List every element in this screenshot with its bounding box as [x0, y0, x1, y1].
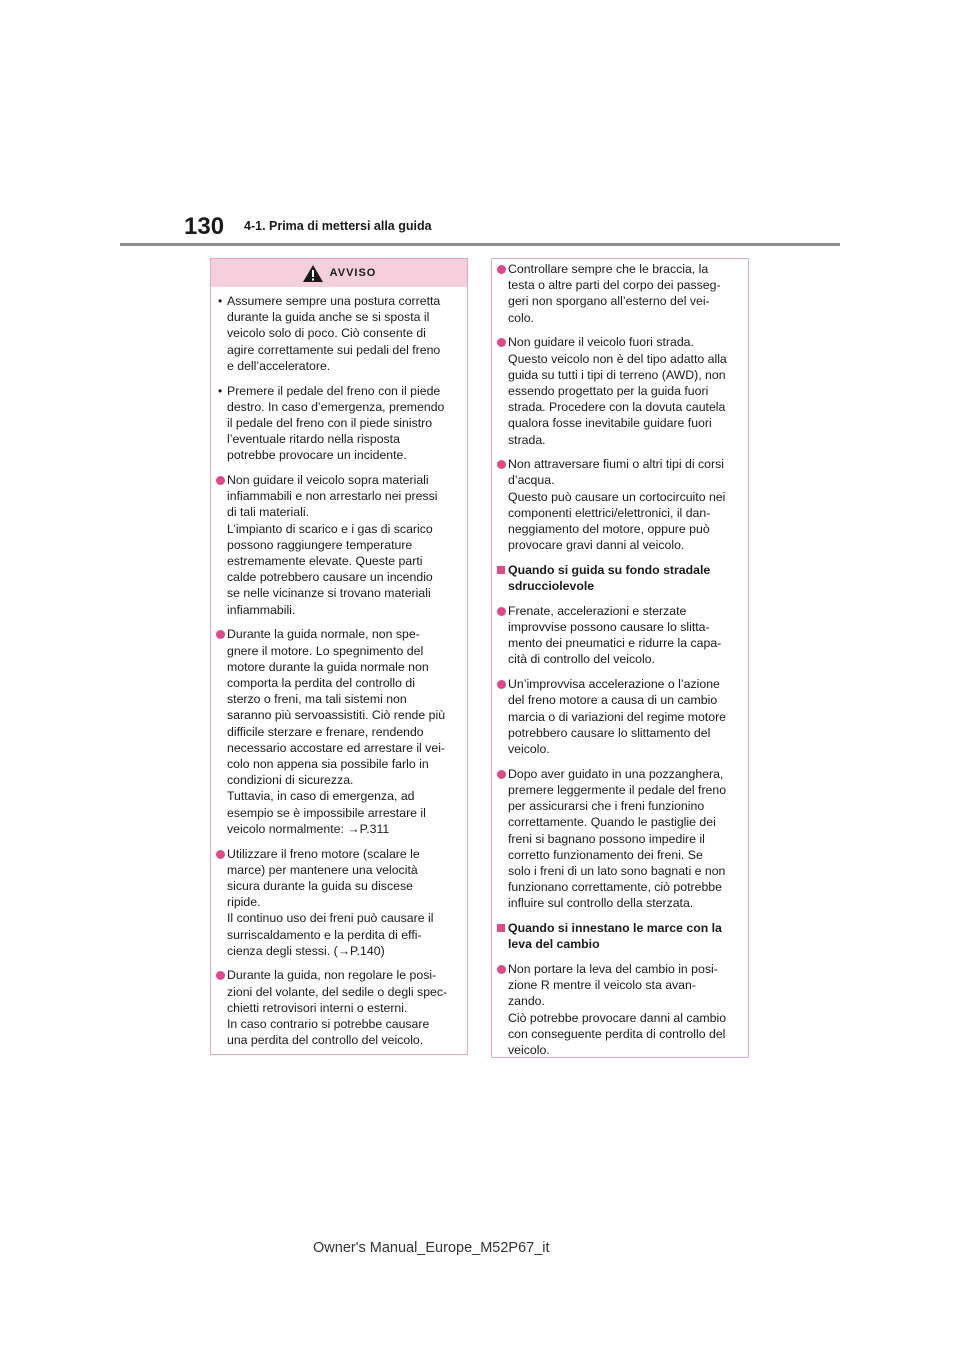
item-text: Premere il pedale del freno con il piede destro. In caso d’emergenza, premendo il pedale del freno con il piede sinistro l’eventuale ritardo nella risposta potrebbe provocare un incidente.: [227, 383, 445, 463]
item-text: Quando si innestano le marce con la leva del cambio: [508, 921, 722, 952]
circle-bullet-icon: [216, 850, 225, 859]
subheading-item: [498, 920, 744, 952]
item-text: Non guidare il veicolo sopra materiali infiammabili e non arrestarlo nei pressi di tali materiali. L’impianto di scarico e i gas di scarico possono raggiungere temperature estremamente elevate. Queste parti calde potrebbero causare un incendio se nelle vicinanze si trovano materiali infiammabili.: [227, 473, 438, 617]
list-item: [217, 383, 463, 464]
circle-bullet-icon: [216, 971, 225, 980]
bullet-dot-icon: •: [218, 294, 223, 308]
warning-header: [211, 259, 467, 287]
circle-bullet-icon: [497, 460, 506, 469]
item-text: Assumere sempre una postura corretta durante la guida anche se si sposta il veicolo solo di poco. Ciò consente di agire correttamente sui pedali del freno e dell’acceleratore.: [227, 294, 441, 373]
square-bullet-icon: [497, 924, 505, 932]
subheading-item: [498, 562, 744, 594]
item-text: Non attraversare fiumi o altri tipi di corsi d’acqua. Questo può causare un cortocircuito nei componenti elettrici/elettronici, il dan- neggiamento del motore, oppure può provocare gravi danni al veicolo.: [508, 457, 726, 553]
list-item: [498, 456, 744, 553]
list-item: [217, 472, 463, 618]
circle-bullet-icon: [497, 338, 506, 347]
list-item: [498, 603, 744, 668]
circle-bullet-icon: [497, 770, 506, 779]
item-text: Durante la guida, non regolare le posi- zioni del volante, del sedile o degli spec- chietti retrovisori interni o esterni. In caso contrario si potrebbe causare una perdita del controllo del veicolo.: [227, 968, 448, 1048]
warning-list-right: [492, 259, 748, 1058]
warning-list-left: [211, 287, 467, 1048]
circle-bullet-icon: [497, 965, 506, 974]
header-rule: [120, 243, 840, 246]
item-text: Quando si guida su fondo stradale sdrucciolevole: [508, 562, 711, 594]
circle-bullet-icon: [497, 607, 506, 616]
item-text: Non portare la leva del cambio in posi- zione R mentre il veicolo sta avan- zando. Ciò potrebbe provocare danni al cambio con conseguente perdita di controllo del veicolo.: [508, 961, 727, 1057]
item-text: Utilizzare il freno motore (scalare le marce) per mantenere una velocità sicura durante la guida su discese ripide. Il continuo uso dei freni può causare il surriscaldamento e la perdita di effi- cienza degli stessi. (→P.140): [227, 846, 434, 958]
list-item: [498, 766, 744, 912]
section-title: 4-1. Prima di mettersi alla guida: [244, 219, 432, 233]
item-text: Frenate, accelerazioni e sterzate improvvise possono causare lo slitta- mento dei pneumatici e ridurre la capa- cità di controllo del veicolo.: [508, 603, 722, 667]
warning-triangle-icon: [302, 264, 324, 283]
circle-bullet-icon: [497, 265, 506, 274]
list-item: [217, 967, 463, 1048]
list-item: [498, 676, 744, 757]
list-item: [498, 334, 744, 447]
warning-label: AVVISO: [329, 267, 377, 279]
square-bullet-icon: [497, 566, 505, 574]
circle-bullet-icon: [216, 630, 225, 639]
circle-bullet-icon: [216, 476, 225, 485]
circle-bullet-icon: [497, 680, 506, 689]
page-number: 130: [184, 213, 225, 240]
list-item: [217, 846, 463, 959]
item-text: Controllare sempre che le braccia, la testa o altre parti del corpo dei passeg- geri non sporgano all’esterno del vei- colo.: [508, 262, 721, 325]
list-item: [498, 961, 744, 1058]
bullet-dot-icon: •: [218, 383, 223, 398]
item-text: Un’improvvisa accelerazione o l’azione del freno motore a causa di un cambio marcia o di variazioni del regime motore potrebbero causare lo slittamento del veicolo.: [508, 677, 727, 756]
item-text: Durante la guida normale, non spe- gnere il motore. Lo spegnimento del motore durante la guida normale non comporta la perdita del controllo di sterzo o freni, ma tali sistemi non saranno più servoassistiti. Ciò rende più difficile sterzare e frenare, rendendo necessario accostare ed arrestare il vei- colo non appena sia possibile farlo in condizioni di sicurezza. Tuttavia, in caso di emergenza, ad esempio se è impossibile arrestare il veicolo normalmente: →P.311: [227, 627, 446, 836]
list-item: [217, 626, 463, 837]
item-text: Non guidare il veicolo fuori strada. Questo veicolo non è del tipo adatto alla guida su tutti i tipi di terreno (AWD), non essendo progettato per la guida fuori strada. Procedere con la dovuta cautela qualora fosse inevitabile guidare fuori strada.: [508, 335, 727, 447]
item-text: Dopo aver guidato in una pozzanghera, premere leggermente il pedale del freno per assicurarsi che i freni funzionino correttamente. Quando le pastiglie dei freni si bagnano possono impedire il corretto funzionamento dei freni. Se solo i freni di un lato sono bagnati e non funzionano correttamente, ciò potrebbe influire sul controllo della sterzata.: [508, 766, 727, 911]
list-item: [217, 293, 463, 374]
footer-text: Owner's Manual_Europe_M52P67_it: [313, 1240, 550, 1256]
warning-box-right: [491, 258, 749, 1058]
list-item: [498, 261, 744, 326]
warning-box-left: [210, 258, 468, 1055]
